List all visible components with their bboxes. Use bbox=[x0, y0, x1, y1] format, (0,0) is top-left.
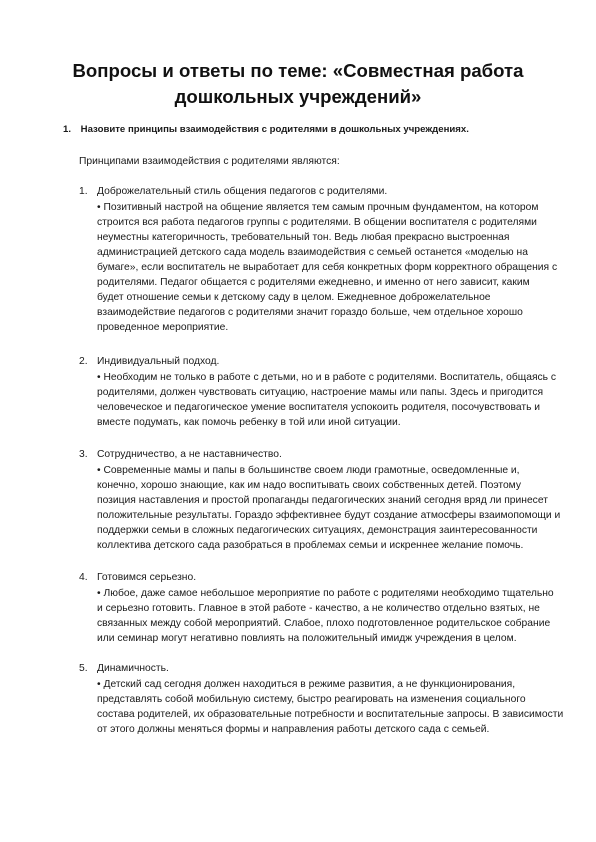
item-body bbox=[97, 586, 554, 646]
item-heading: Индивидуальный подход. bbox=[97, 356, 220, 367]
item-number: 4. bbox=[79, 572, 88, 583]
question-1 bbox=[63, 123, 543, 136]
title-line-2: дошкольных учреждений» bbox=[174, 86, 422, 107]
item-body bbox=[97, 463, 561, 553]
body-line: • Необходим не только в работе с детьми, но и в работе с родителями. Воспитатель, общаясь с bbox=[97, 372, 557, 383]
body-line: будет отношение семьи к детскому саду в целом. Ежедневное доброжелательное bbox=[97, 292, 491, 303]
body-line: родителями. Педагог общается с родителями ежедневно, и именно от него зависит, каким bbox=[97, 277, 530, 288]
body-line: связанных между собой мероприятий. Слабое, плохо подготовленное родительское собрание bbox=[97, 618, 551, 629]
body-line: родителями, должен чувствовать ситуацию, настроение мамы или папы. Здесь и пригодится bbox=[97, 387, 544, 398]
body-line: или семинар могут негативно повлиять на положительный имидж учреждения в целом. bbox=[97, 633, 517, 644]
body-line: конечно, хорошо знающие, как им надо воспитывать своих собственных детей. Поэтому bbox=[97, 480, 522, 491]
principle-item-5 bbox=[79, 661, 564, 737]
item-heading: Динамичность. bbox=[97, 663, 169, 674]
body-line: коллектива детского сада разобраться в проблемах семьи и искреннее желание помочь. bbox=[97, 540, 524, 551]
body-line: состава родителей, их образовательные потребности и воспитательные запросы. В зависимости bbox=[97, 709, 564, 720]
body-line: • Детский сад сегодня должен находиться в режиме развития, а не функционирования, bbox=[97, 679, 516, 690]
body-line: представлять собой мобильную систему, быстро реагировать на изменения социального bbox=[97, 694, 526, 705]
item-body bbox=[97, 677, 564, 737]
principle-item-1 bbox=[79, 184, 558, 335]
question-number: 1. bbox=[63, 124, 72, 135]
body-line: • Любое, даже самое небольшое мероприятие по работе с родителями необходимо тщательно bbox=[97, 588, 554, 599]
body-line: положительные результаты. Гораздо эффективнее будут создание атмосферы взаимопомощи и bbox=[97, 510, 561, 521]
item-heading: Доброжелательный стиль общения педагогов с родителями. bbox=[97, 186, 388, 197]
body-line: вместе подумать, как помочь ребенку в той или иной ситуации. bbox=[97, 417, 401, 428]
item-heading: Готовимся серьезно. bbox=[97, 572, 197, 583]
question-text: Назовите принципы взаимодействия с родителями в дошкольных учреждениях. bbox=[80, 124, 469, 135]
item-number: 1. bbox=[79, 186, 88, 197]
item-number: 2. bbox=[79, 356, 88, 367]
item-body bbox=[97, 370, 557, 430]
principle-item-3 bbox=[79, 447, 561, 553]
body-line: от этого должны меняться формы и направления работы детского сада с семьей. bbox=[97, 724, 490, 735]
body-line: строится вся работа педагогов группы с родителями. В общении воспитателя с родителями bbox=[97, 217, 537, 228]
body-line: • Современные мамы и папы в большинстве своем люди грамотные, осведомленные и, bbox=[97, 465, 520, 476]
intro-text: Принципами взаимодействия с родителями являются: bbox=[79, 156, 340, 167]
principle-item-4 bbox=[79, 570, 554, 646]
item-heading: Сотрудничество, а не наставничество. bbox=[97, 449, 282, 460]
item-number: 5. bbox=[79, 663, 88, 674]
principle-item-2 bbox=[79, 354, 557, 430]
body-line: • Позитивный настрой на общение является тем самым прочным фундаментом, на котором bbox=[97, 202, 539, 213]
body-line: проведенное мероприятие. bbox=[97, 322, 229, 333]
document-title bbox=[60, 58, 536, 110]
item-body bbox=[97, 200, 558, 335]
body-line: неуместны категоричность, требовательный тон. Ведь любая прекрасно выстроенная bbox=[97, 232, 510, 243]
body-line: позиция наставления и простой пропаганды педагогических знаний сегодня вряд ли принесет bbox=[97, 495, 548, 506]
body-line: поддержки семьи в сложных педагогических ситуациях, демонстрация заинтересованности bbox=[97, 525, 538, 536]
body-line: взаимодействие педагогов с родителями значит гораздо больше, чем отдельное хорошо bbox=[97, 307, 523, 318]
body-line: и серьезно готовить. Главное в этой работе - качество, а не количество отдельно взятых, не bbox=[97, 603, 540, 614]
body-line: человеческое и педагогическое умение воспитателя успокоить родителя, посочувствовать и bbox=[97, 402, 541, 413]
body-line: администрацией детского сада модель взаимодействия с семьей останется «моделью на bbox=[97, 247, 528, 258]
body-line: бумаге», если воспитатель не выработает для себя конкретных форм корректного обращения с bbox=[97, 262, 558, 273]
item-number: 3. bbox=[79, 449, 88, 460]
title-line-1: Вопросы и ответы по теме: «Совместная работа bbox=[72, 60, 524, 81]
